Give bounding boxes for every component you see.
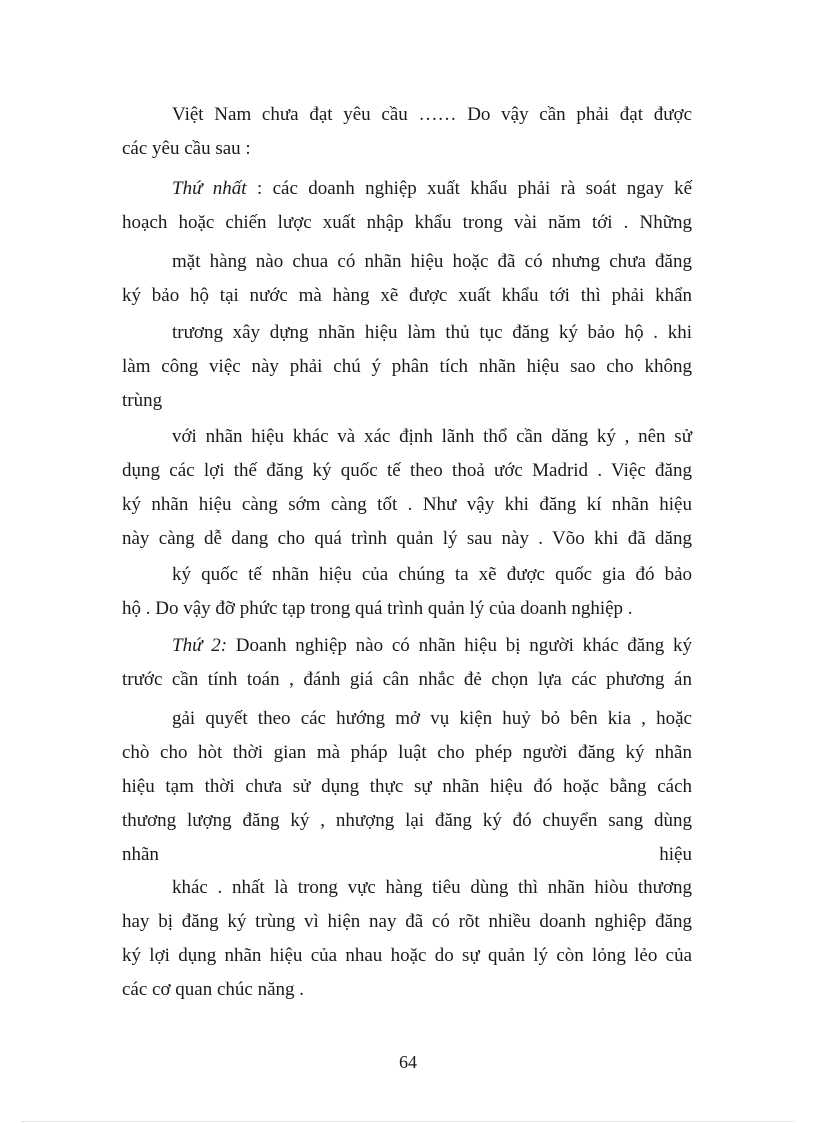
text-line: Việt Nam chưa đạt yêu cầu …… Do vậy cần phải đạt được [172,104,692,125]
text-line: hiệu tạm thời chưa sử dụng thực sự nhãn hiệu đó hoặc bằng cách [122,776,692,797]
text-line: dụng các lợi thế đăng ký quốc tế theo thoả ước Madrid . Việc đăng [122,460,692,481]
text-line: làm công việc này phải chú ý phân tích nhãn hiệu sao cho không [122,356,692,377]
text-line: chò cho hòt thời gian mà pháp luật cho phép người đăng ký nhãn [122,742,692,763]
text-line: với nhãn hiệu khác và xác định lãnh thổ cần dăng ký , nên sử [172,426,692,447]
text-span: : các doanh nghiệp xuất khẩu phải rà soát ngay kế [246,178,693,199]
text-line: ký quốc tế nhãn hiệu của chúng ta xẽ được quốc gia đó bảo [172,564,692,585]
text-line: thương lượng đăng ký , nhượng lại đăng ký đó chuyển sang dùng [122,810,692,831]
text-line [122,172,692,206]
text-line: gải quyết theo các hướng mở vụ kiện huỷ bỏ bên kia , hoặc [172,708,692,729]
paragraph-6 [122,558,692,626]
text-line: này càng dễ dang cho quá trình quản lý sau này . Võo khi đã dăng [122,528,692,549]
text-line: trước cần tính toán , đánh giá cân nhắc đẻ chọn lựa các phương án [122,669,692,690]
paragraph-4 [122,316,692,418]
paragraph-3 [122,245,692,313]
text-line: hay bị đăng ký trùng vì hiện nay đã có rõt nhiều doanh nghiệp đăng [122,911,692,932]
text-line: khác . nhất là trong vực hàng tiêu dùng thì nhãn hiòu thương [172,877,692,898]
paragraph-1 [122,98,692,166]
paragraph-5 [122,420,692,556]
page-number: 64 [399,1052,417,1072]
text-line: các yêu cầu sau : [122,138,251,159]
text-line: ký nhãn hiệu càng sớm càng tốt . Như vậy khi đăng kí nhãn hiệu [122,494,692,515]
text-line: trương xây dựng nhãn hiệu làm thủ tục đăng ký bảo hộ . khi [172,322,692,343]
paragraph-2 [122,172,692,240]
text-line: hộ . Do vậy đỡ phức tạp trong quá trình quản lý của doanh nghiệp . [122,598,633,619]
paragraph-9 [122,871,692,1007]
paragraph-7 [122,629,692,697]
text-line: ký lợi dụng nhãn hiệu của nhau hoặc do sự quản lý còn lỏng lẻo của [122,945,692,966]
text-line: ký bảo hộ tại nước mà hàng xẽ được xuất khẩu tới thì phải khẩn [122,285,692,306]
text-line: hoạch hoặc chiến lược xuất nhập khẩu trong vài năm tới . Những [122,212,692,233]
text-line: các cơ quan chúc năng . [122,979,305,1000]
paragraph-8 [122,702,692,872]
page-bottom-border [22,1121,794,1122]
text-line: mặt hàng nào chua có nhãn hiệu hoặc đã có nhưng chưa đăng [172,251,692,272]
text-line: trùng [122,390,163,411]
heading-first: Thứ nhất [172,178,247,199]
text-span: Doanh nghiệp nào có nhãn hiệu bị người khác đăng ký [227,635,692,656]
text-line: nhãn hiệu [122,844,692,865]
text-line [122,629,692,663]
heading-second: Thứ 2: [172,635,228,656]
